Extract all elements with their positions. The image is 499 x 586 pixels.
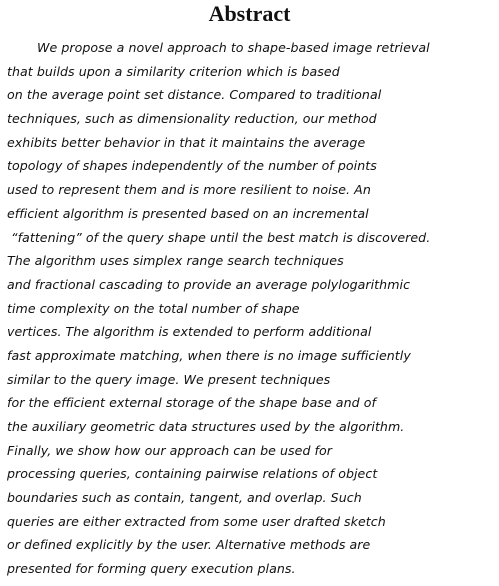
abstract-line: efficient algorithm is presented based on an incremental [7,205,369,221]
abstract-line: and fractional cascading to provide an average polylogarithmic [7,276,411,292]
abstract-line: on the average point set distance. Compared to traditional [7,87,382,103]
abstract-line: We propose a novel approach to shape-based image retrieval [37,40,430,55]
abstract-line: exhibits better behavior in that it maintains the average [7,134,366,150]
abstract-line: “fattening” of the query shape until the best match is discovered. [11,229,431,245]
abstract-line: vertices. The algorithm is extended to perform additional [7,324,372,340]
abstract-line: processing queries, containing pairwise relations of object [7,466,378,482]
abstract-line: topology of shapes independently of the number of points [7,158,377,174]
abstract-line: time complexity on the total number of shape [7,300,300,316]
abstract-body [0,36,499,581]
abstract-line: for the efficient external storage of the shape base and of [7,395,376,411]
abstract-heading: Abstract [208,1,291,26]
abstract-line: fast approximate matching, when there is no image sufficiently [7,347,411,363]
abstract-line: boundaries such as contain, tangent, and overlap. Such [7,490,362,506]
abstract-line: that builds upon a similarity criterion which is based [7,63,340,79]
abstract-line: techniques, such as dimensionality reduction, our method [7,111,377,127]
abstract-line: The algorithm uses simplex range search techniques [7,253,344,269]
abstract-line: Finally, we show how our approach can be used for [7,442,333,458]
abstract-line: or defined explicitly by the user. Alternative methods are [7,537,371,553]
abstract-line: queries are either extracted from some user drafted sketch [7,513,386,529]
abstract-line: used to represent them and is more resilient to noise. An [7,182,371,198]
abstract-line: similar to the query image. We present techniques [7,371,331,387]
abstract-line: presented for forming query execution plans. [7,561,296,577]
abstract-line: the auxiliary geometric data structures used by the algorithm. [7,419,405,434]
